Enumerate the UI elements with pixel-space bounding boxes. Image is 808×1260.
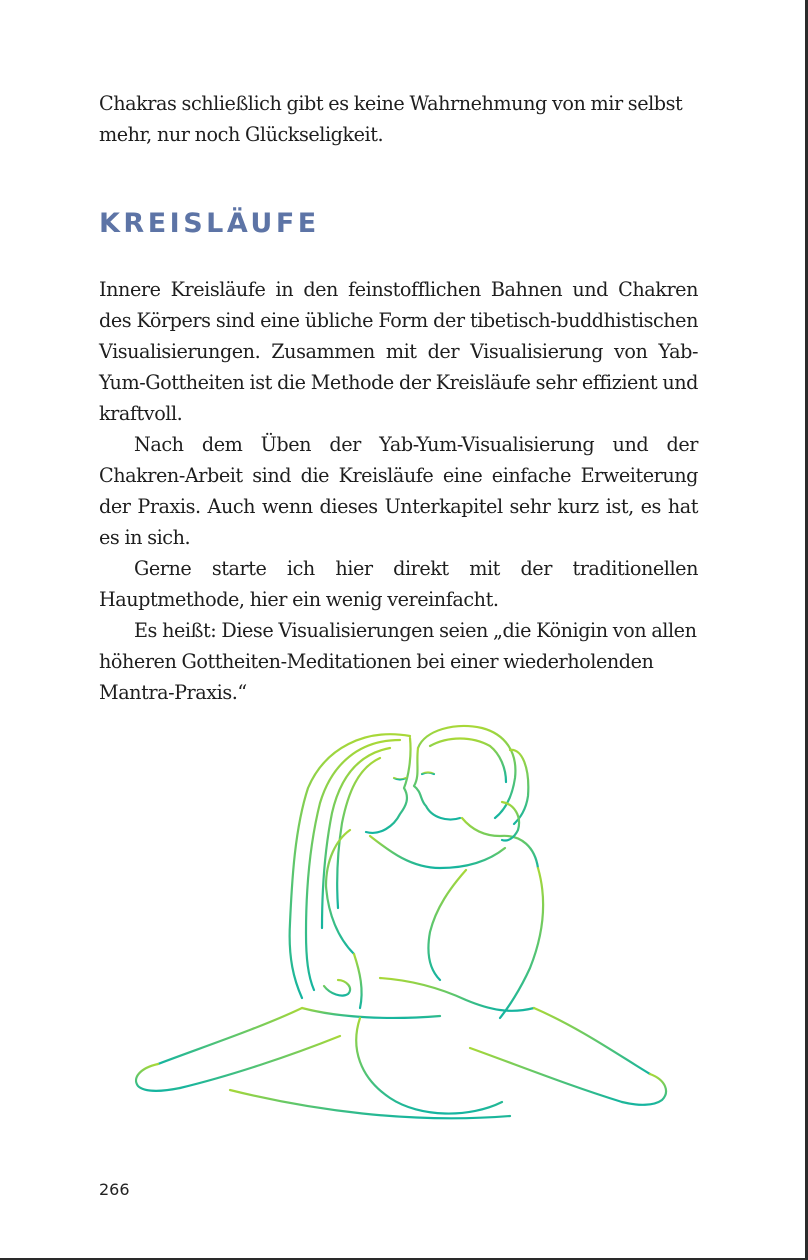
female-arm	[370, 836, 505, 868]
male-chest	[428, 870, 466, 980]
female-hand	[324, 980, 350, 996]
female-foot	[136, 1064, 180, 1091]
intro-paragraph: Chakras schließlich gibt es keine Wahrnehmung von mir selbst mehr, nur noch Glückseligkeit.	[99, 92, 683, 146]
male-leg-upper	[534, 1008, 650, 1074]
female-leg-lower	[180, 1036, 340, 1088]
hip-line	[380, 978, 534, 1011]
section-heading: KREISLÄUFE	[99, 208, 320, 239]
male-leg-lower	[470, 1048, 622, 1102]
female-torso	[354, 954, 362, 1008]
body-paragraph-3: Gerne starte ich hier direkt mit der traditionellen Hauptmethode, hier ein wenig vereinfacht.	[99, 557, 698, 611]
seat-outline	[356, 1018, 502, 1114]
eye-left-figure	[394, 778, 406, 780]
body-paragraph-1: Innere Kreisläufe in den feinstofflichen Bahnen und Chakren des Körpers sind eine übliche Form der tibetisch-buddhistischen Visualisierungen. Zusammen mit der Visualisierung von Yab-Yum-Gottheiten ist die Methode der Kreisläufe sehr effizient und kraftvoll.	[99, 278, 698, 425]
male-neck	[462, 818, 538, 868]
male-foot	[622, 1074, 666, 1105]
face-right-figure	[414, 748, 460, 820]
lap-line	[302, 1008, 440, 1018]
hair-strand	[430, 739, 506, 783]
face-left-figure	[366, 738, 411, 833]
intro-text	[99, 88, 698, 150]
yab-yum-illustration	[110, 718, 680, 1158]
female-leg-upper	[158, 1008, 302, 1064]
female-shoulder	[326, 830, 354, 954]
body-paragraph-2: Nach dem Üben der Yab-Yum-Visualisierung und der Chakren-Arbeit sind die Kreisläufe eine einfache Erweiterung der Praxis. Auch wenn dieses Unterkapitel sehr kurz ist, es hat es in sich.	[99, 433, 698, 549]
ground-line	[230, 1090, 510, 1118]
eye-right-figure	[422, 773, 434, 775]
page-number: 266	[99, 1180, 130, 1199]
section-body	[99, 274, 698, 708]
male-back	[500, 868, 543, 1018]
body-paragraph-4: Es heißt: Diese Visualisierungen seien „die Königin von allen höheren Gottheiten-Meditationen bei einer wiederholenden Mantra-Praxis.“	[99, 619, 697, 704]
